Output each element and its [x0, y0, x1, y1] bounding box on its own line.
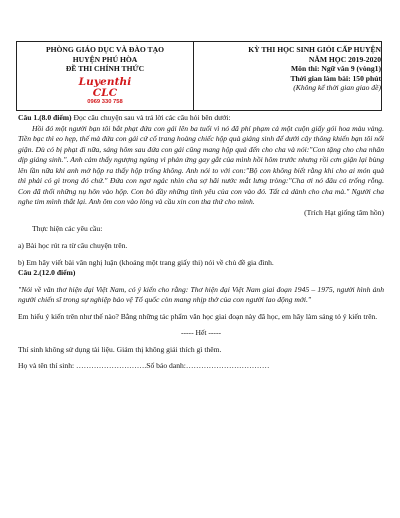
question-1-title: Câu 1.(8.0 điểm) — [18, 113, 72, 122]
exam-title: KỲ THI HỌC SINH GIỎI CẤP HUYỆN — [248, 45, 381, 54]
department-name: PHÒNG GIÁO DỤC VÀ ĐÀO TẠO — [45, 45, 165, 54]
exam-header-table — [16, 41, 382, 111]
header-right-cell — [194, 42, 381, 110]
exam-note: Thí sinh không sử dụng tài liệu. Giám thị không giải thích gì thêm. — [18, 344, 222, 354]
logo-phone: 0969 330 758 — [87, 98, 123, 105]
school-year: NĂM HỌC 2019-2020 — [308, 54, 381, 64]
time-note: (Không kể thời gian giao đề) — [293, 83, 381, 93]
question-2-prompt: Em hiểu ý kiến trên như thế nào? Bằng những tác phẩm văn học giai đoạn này đã học, em hãy làm sáng tỏ ý kiến trên. — [18, 311, 378, 321]
task-intro: Thực hiện các yêu cầu: — [32, 224, 103, 234]
exam-body — [18, 113, 384, 372]
question-2-quote: "Nói về văn thơ hiện đại Việt Nam, có ý kiến cho rằng: Thơ hiện đại Việt Nam giai đoạn 1945 – 1975, người hình ảnh người chiến sĩ trong sự nghiệp bảo vệ Tổ quốc còn mang nhịp thở của con người lao động mới." — [18, 284, 384, 305]
subject-label: Môn thi: Ngữ văn 9 (vòng1) — [291, 64, 381, 74]
end-mark: ----- Hết ----- — [180, 328, 222, 338]
question-1-instruction: Đọc câu chuyện sau và trả lời các câu hỏi bên dưới: — [73, 113, 231, 122]
time-label: Thời gian làm bài: 150 phút — [290, 73, 381, 83]
story-text: Hồi đó một người bạn tôi bắt phạt đứa con gái lên ba tuổi vì nó đã phí phạm cả một cuộn giấy gói hoa màu vàng. Tiền bạc thì eo hẹp, thế mà đứa con gái cứ cố trang hoàng chiếc hộp quà giáng sinh để dưới cây thông khiến bạn tôi nổi giận. Dù có bị phạt đi nữa, sáng hôm sau đứa con gái cũng mang hộp quà đến cho cha và nói:"Con tặng cho cha nhân dịp giáng sinh.". Anh cảm thấy ngượng ngùng vì phản ứng gay gắt của mình hồi hôm trước nhưng rồi cơn giận lại bùng lên lần nữa khi anh mở hộp ra thấy hộp trống không. Anh nói to với con:"Bộ con không biết rằng khi cho ai món quà thì phải có gì trong đó chứ." Đứa con ngơ ngác nhìn cha sợ hãi nước mắt lưng tròng:"Cha ơi nó đâu có trống rỗng. Con đã thổi những nụ hôn vào hộp. Con bỏ đầy những tình yêu của con vào đó. Tất cả dành cho cha mà." Người cha nghe tim mình thắt lại. Anh ôm con vào lòng và cầu xin con tha thứ cho mình. — [18, 123, 384, 207]
official-exam-label: ĐỀ THI CHÍNH THỨC — [65, 64, 145, 74]
task-a: a) Bài học rút ra từ câu chuyện trên. — [18, 241, 128, 251]
logo-text: Luyenthi CLC — [78, 75, 132, 99]
district-name: HUYỆN PHÚ HÒA — [72, 54, 138, 64]
header-left-cell — [17, 42, 194, 110]
candidate-info-line: Họ và tên thí sinh: ……………………….Số báo danh:…………………………… — [18, 361, 270, 371]
question-2-title: Câu 2.(12.0 điểm) — [18, 268, 76, 278]
story-source: (Trích Hạt giống tâm hồn) — [304, 207, 384, 217]
question-1-heading — [18, 113, 384, 124]
luyenthi-logo — [70, 77, 140, 105]
task-b: b) Em hãy viết bài văn nghị luận (khoảng một trang giấy thi) nói về chủ đề gia đình. — [18, 257, 274, 267]
